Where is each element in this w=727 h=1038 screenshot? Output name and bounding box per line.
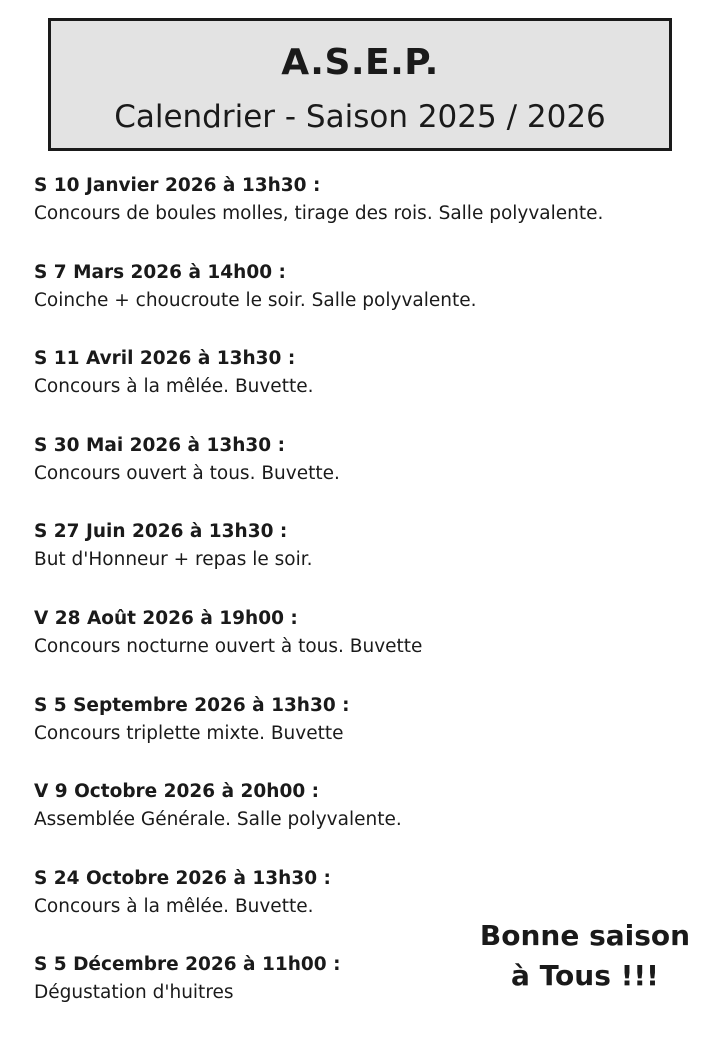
event-list — [34, 172, 704, 1038]
event-description: Concours triplette mixte. Buvette — [34, 722, 344, 744]
event-item — [34, 259, 704, 346]
event-date: S 5 Décembre 2026 à 11h00 : — [34, 954, 341, 976]
closing-message — [460, 916, 710, 996]
event-date: S 10 Janvier 2026 à 13h30 : — [34, 175, 321, 196]
event-item — [34, 518, 704, 605]
event-description: Dégustation d'huitres — [34, 982, 234, 1004]
event-description: But d'Honneur + repas le soir. — [34, 549, 313, 571]
page-title: A.S.E.P. — [281, 42, 439, 83]
event-description: Concours à la mêlée. Buvette. — [34, 376, 314, 398]
event-item — [34, 778, 704, 865]
event-date: S 5 Septembre 2026 à 13h30 : — [34, 694, 350, 716]
event-date: S 30 Mai 2026 à 13h30 : — [34, 434, 285, 456]
event-description: Coinche + choucroute le soir. Salle polyvalente. — [34, 289, 477, 311]
event-item — [34, 605, 704, 692]
event-description: Concours à la mêlée. Buvette. — [34, 895, 314, 917]
event-item — [34, 345, 704, 432]
event-description: Assemblée Générale. Salle polyvalente. — [34, 809, 402, 831]
event-item — [34, 692, 704, 779]
closing-line-2: à Tous !!! — [511, 959, 659, 992]
event-date: V 9 Octobre 2026 à 20h00 : — [34, 781, 320, 803]
event-description: Concours nocturne ouvert à tous. Buvette — [34, 635, 423, 657]
event-date: S 7 Mars 2026 à 14h00 : — [34, 261, 286, 283]
event-date: S 11 Avril 2026 à 13h30 : — [34, 348, 296, 370]
event-item — [34, 172, 704, 259]
event-date: V 28 Août 2026 à 19h00 : — [34, 607, 298, 629]
event-date: S 27 Juin 2026 à 13h30 : — [34, 521, 288, 543]
event-description: Concours ouvert à tous. Buvette. — [34, 462, 340, 484]
event-date: S 24 Octobre 2026 à 13h30 : — [34, 867, 331, 889]
event-item — [34, 432, 704, 519]
closing-line-1: Bonne saison — [479, 919, 691, 952]
page-subtitle: Calendrier - Saison 2025 / 2026 — [114, 99, 606, 135]
event-description: Concours de boules molles, tirage des rois. Salle polyvalente. — [34, 203, 604, 224]
header-box — [48, 18, 672, 151]
